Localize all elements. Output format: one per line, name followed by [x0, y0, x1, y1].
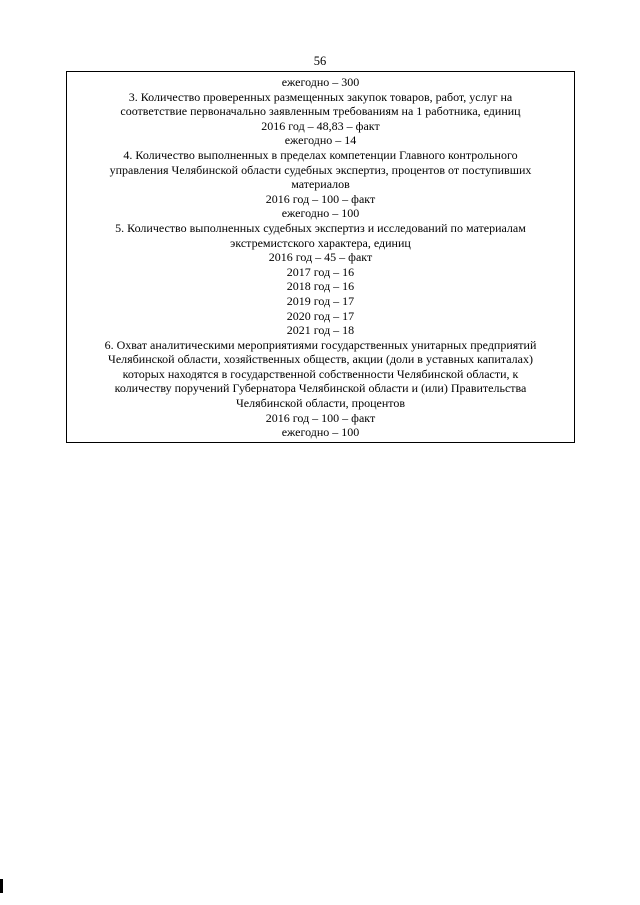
scan-edge-mark — [0, 879, 3, 893]
text-line: 6. Охват аналитическими мероприятиями государственных унитарных предприятий — [104, 337, 537, 352]
text-line: 2016 год – 100 – факт — [265, 410, 376, 425]
indicators-table-cell — [66, 71, 575, 443]
text-line: 4. Количество выполненных в пределах компетенции Главного контрольного — [123, 147, 518, 162]
text-line: материалов — [291, 177, 350, 192]
text-line: управления Челябинской области судебных экспертиз, процентов от поступивших — [109, 162, 532, 177]
text-line: 2017 год – 16 — [286, 264, 355, 279]
text-line: экстремистского характера, единиц — [230, 235, 411, 250]
text-line: ежегодно – 100 — [281, 425, 360, 440]
text-line: ежегодно – 300 — [281, 75, 360, 89]
text-line: 2019 год – 17 — [286, 293, 355, 308]
text-line: ежегодно – 14 — [284, 133, 357, 148]
text-line: Челябинской области, хозяйственных обществ, акции (доли в уставных капиталах) — [108, 352, 533, 367]
text-line: Челябинской области, процентов — [235, 396, 405, 411]
text-line: 2020 год – 17 — [286, 308, 355, 323]
text-line: соответствие первоначально заявленным требованиям на 1 работника, единиц — [120, 104, 521, 119]
text-line: которых находятся в государственной собственности Челябинской области, к — [122, 366, 519, 381]
text-line: 2016 год – 100 – факт — [265, 191, 376, 206]
text-line: 3. Количество проверенных размещенных закупок товаров, работ, услуг на — [128, 89, 513, 104]
text-line: 2016 год – 48,83 – факт — [261, 118, 380, 133]
text-line: 2021 год – 18 — [286, 323, 355, 338]
text-line: ежегодно – 100 — [281, 206, 360, 221]
text-line: 2016 год – 45 – факт — [268, 250, 373, 265]
text-line: 2018 год – 16 — [286, 279, 355, 294]
text-line: количеству поручений Губернатора Челябинской области и (или) Правительства — [114, 381, 527, 396]
text-line: 5. Количество выполненных судебных экспертиз и исследований по материалам — [115, 220, 526, 235]
page-number: 56 — [313, 54, 327, 68]
